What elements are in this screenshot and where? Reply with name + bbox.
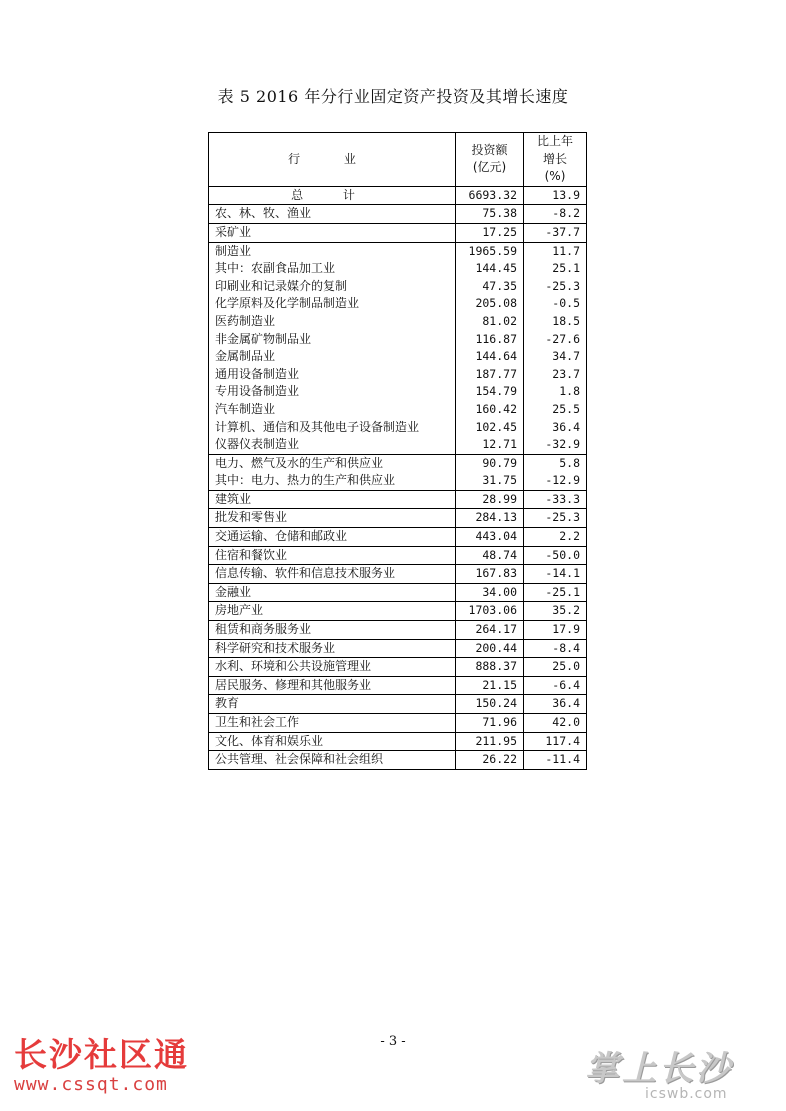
row-name: 居民服务、修理和其他服务业 (209, 676, 456, 695)
row-name: 批发和零售业 (209, 509, 456, 528)
watermark-brand-text: 掌上长沙 (585, 1049, 733, 1089)
header-industry: 行 业 (209, 133, 456, 187)
row-name: 教育 (209, 695, 456, 714)
row-growth: 36.4 (552, 419, 580, 434)
watermark-brand-text: 长沙社区通 (14, 1035, 189, 1074)
row-investment: 116.87 (456, 331, 524, 349)
row-growth: -8.4 (524, 639, 587, 658)
row-growth: -27.6 (545, 331, 580, 346)
row-growth: -25.1 (524, 583, 587, 602)
row-name: 建筑业 (209, 490, 456, 509)
table-row (209, 658, 587, 677)
row-growth: 18.5 (552, 313, 580, 328)
row-name: 租赁和商务服务业 (209, 621, 456, 640)
icswb-watermark-logo (585, 1050, 780, 1110)
watermark-url-text: www.cssqt.com (14, 1074, 168, 1095)
row-investment: 21.15 (456, 676, 524, 695)
row-name: 金融业 (209, 583, 456, 602)
table-row (209, 242, 587, 260)
table-row (209, 223, 587, 242)
table-row (209, 714, 587, 733)
row-investment: 284.13 (456, 509, 524, 528)
row-growth: 13.9 (552, 187, 580, 202)
row-investment: 1703.06 (456, 602, 524, 621)
row-growth: -25.3 (545, 278, 580, 293)
row-investment: 48.74 (456, 546, 524, 565)
row-name: 农、林、牧、渔业 (209, 205, 456, 224)
row-growth: 11.7 (524, 242, 587, 260)
table-row (209, 295, 587, 313)
table-row (209, 436, 587, 454)
row-investment: 81.02 (456, 313, 524, 331)
row-growth: -25.3 (524, 509, 587, 528)
row-growth: 5.8 (524, 454, 587, 472)
row-name: 总 计 (291, 187, 373, 202)
row-growth: 34.7 (552, 349, 580, 364)
row-name: 仪器仪表制造业 (215, 437, 300, 452)
row-investment: 31.75 (456, 472, 524, 490)
row-name: 水利、环境和公共设施管理业 (209, 658, 456, 677)
investment-table (208, 132, 587, 770)
row-investment: 12.71 (456, 436, 524, 454)
row-name: 信息传输、软件和信息技术服务业 (209, 565, 456, 584)
row-name: 通用设备制造业 (215, 366, 300, 381)
row-investment: 205.08 (456, 295, 524, 313)
row-name: 卫生和社会工作 (209, 714, 456, 733)
row-name: 其中：农副食品加工业 (215, 261, 336, 276)
row-investment: 264.17 (456, 621, 524, 640)
row-growth: -14.1 (524, 565, 587, 584)
table-header-row (209, 133, 587, 187)
row-name: 化学原料及化学制品制造业 (215, 296, 360, 311)
table-row (209, 695, 587, 714)
table-row (209, 278, 587, 296)
row-investment: 211.95 (456, 732, 524, 751)
watermark-url-text: icswb.com (645, 1086, 728, 1102)
table-row (209, 383, 587, 401)
table-row (209, 186, 587, 205)
table-row (209, 732, 587, 751)
row-growth: 42.0 (524, 714, 587, 733)
header-investment: 投资额 (亿元) (456, 133, 524, 187)
row-investment: 102.45 (456, 419, 524, 437)
table-row (209, 602, 587, 621)
table-row (209, 313, 587, 331)
row-growth: -50.0 (524, 546, 587, 565)
table-title: 表 5 2016 年分行业固定资产投资及其增长速度 (217, 87, 569, 106)
table-row (209, 509, 587, 528)
table-row (209, 751, 587, 770)
row-growth: -8.2 (524, 205, 587, 224)
table-row (209, 490, 587, 509)
row-growth: 1.8 (559, 384, 580, 399)
row-investment: 888.37 (456, 658, 524, 677)
row-name: 计算机、通信和及其他电子设备制造业 (215, 419, 420, 434)
row-investment: 28.99 (456, 490, 524, 509)
row-growth: -12.9 (545, 473, 580, 488)
table-row (209, 419, 587, 437)
row-investment: 443.04 (456, 528, 524, 547)
row-growth: 2.2 (524, 528, 587, 547)
table-row (209, 366, 587, 384)
row-name: 文化、体育和娱乐业 (209, 732, 456, 751)
row-name: 采矿业 (209, 223, 456, 242)
row-name: 公共管理、社会保障和社会组织 (209, 751, 456, 770)
row-investment: 17.25 (456, 223, 524, 242)
row-name: 交通运输、仓储和邮政业 (209, 528, 456, 547)
row-growth: 23.7 (552, 366, 580, 381)
row-investment: 144.45 (456, 260, 524, 278)
row-growth: -11.4 (524, 751, 587, 770)
row-name: 住宿和餐饮业 (209, 546, 456, 565)
row-name: 汽车制造业 (215, 401, 276, 416)
row-investment: 26.22 (456, 751, 524, 770)
row-growth: 25.0 (524, 658, 587, 677)
row-name: 其中：电力、热力的生产和供应业 (215, 473, 396, 488)
row-growth: -0.5 (552, 296, 580, 311)
row-investment: 6693.32 (456, 186, 524, 205)
row-growth: 117.4 (524, 732, 587, 751)
table-row (209, 348, 587, 366)
row-investment: 71.96 (456, 714, 524, 733)
row-growth: -37.7 (524, 223, 587, 242)
row-name: 科学研究和技术服务业 (209, 639, 456, 658)
row-growth: 25.1 (552, 261, 580, 276)
header-growth: 比上年 增长 (%) (524, 133, 587, 187)
row-investment: 75.38 (456, 205, 524, 224)
table-row (209, 205, 587, 224)
table-row (209, 331, 587, 349)
row-name: 非金属矿物制品业 (215, 331, 312, 346)
table-row (209, 583, 587, 602)
table-row (209, 472, 587, 490)
row-investment: 90.79 (456, 454, 524, 472)
row-investment: 1965.59 (456, 242, 524, 260)
row-investment: 187.77 (456, 366, 524, 384)
row-growth: -33.3 (524, 490, 587, 509)
row-growth: 25.5 (552, 401, 580, 416)
row-growth: 17.9 (524, 621, 587, 640)
row-investment: 167.83 (456, 565, 524, 584)
table-row (209, 401, 587, 419)
row-name: 金属制品业 (215, 349, 276, 364)
table-row (209, 565, 587, 584)
table-row (209, 260, 587, 278)
row-investment: 154.79 (456, 383, 524, 401)
cssqt-watermark-logo (14, 1036, 224, 1106)
page-number: - 3 - (380, 1034, 406, 1049)
row-name: 印刷业和记录媒介的复制 (215, 278, 348, 293)
row-name: 房地产业 (209, 602, 456, 621)
row-name: 制造业 (209, 242, 456, 260)
row-investment: 200.44 (456, 639, 524, 658)
table-row (209, 454, 587, 472)
row-growth: 35.2 (524, 602, 587, 621)
table-row (209, 676, 587, 695)
row-investment: 47.35 (456, 278, 524, 296)
table-row (209, 639, 587, 658)
table-row (209, 528, 587, 547)
row-investment: 150.24 (456, 695, 524, 714)
row-growth: 36.4 (524, 695, 587, 714)
row-investment: 144.64 (456, 348, 524, 366)
table-row (209, 621, 587, 640)
row-investment: 34.00 (456, 583, 524, 602)
row-investment: 160.42 (456, 401, 524, 419)
table-row (209, 546, 587, 565)
row-name: 专用设备制造业 (215, 384, 300, 399)
row-name: 医药制造业 (215, 313, 276, 328)
row-growth: -6.4 (524, 676, 587, 695)
row-growth: -32.9 (545, 437, 580, 452)
row-name: 电力、燃气及水的生产和供应业 (209, 454, 456, 472)
